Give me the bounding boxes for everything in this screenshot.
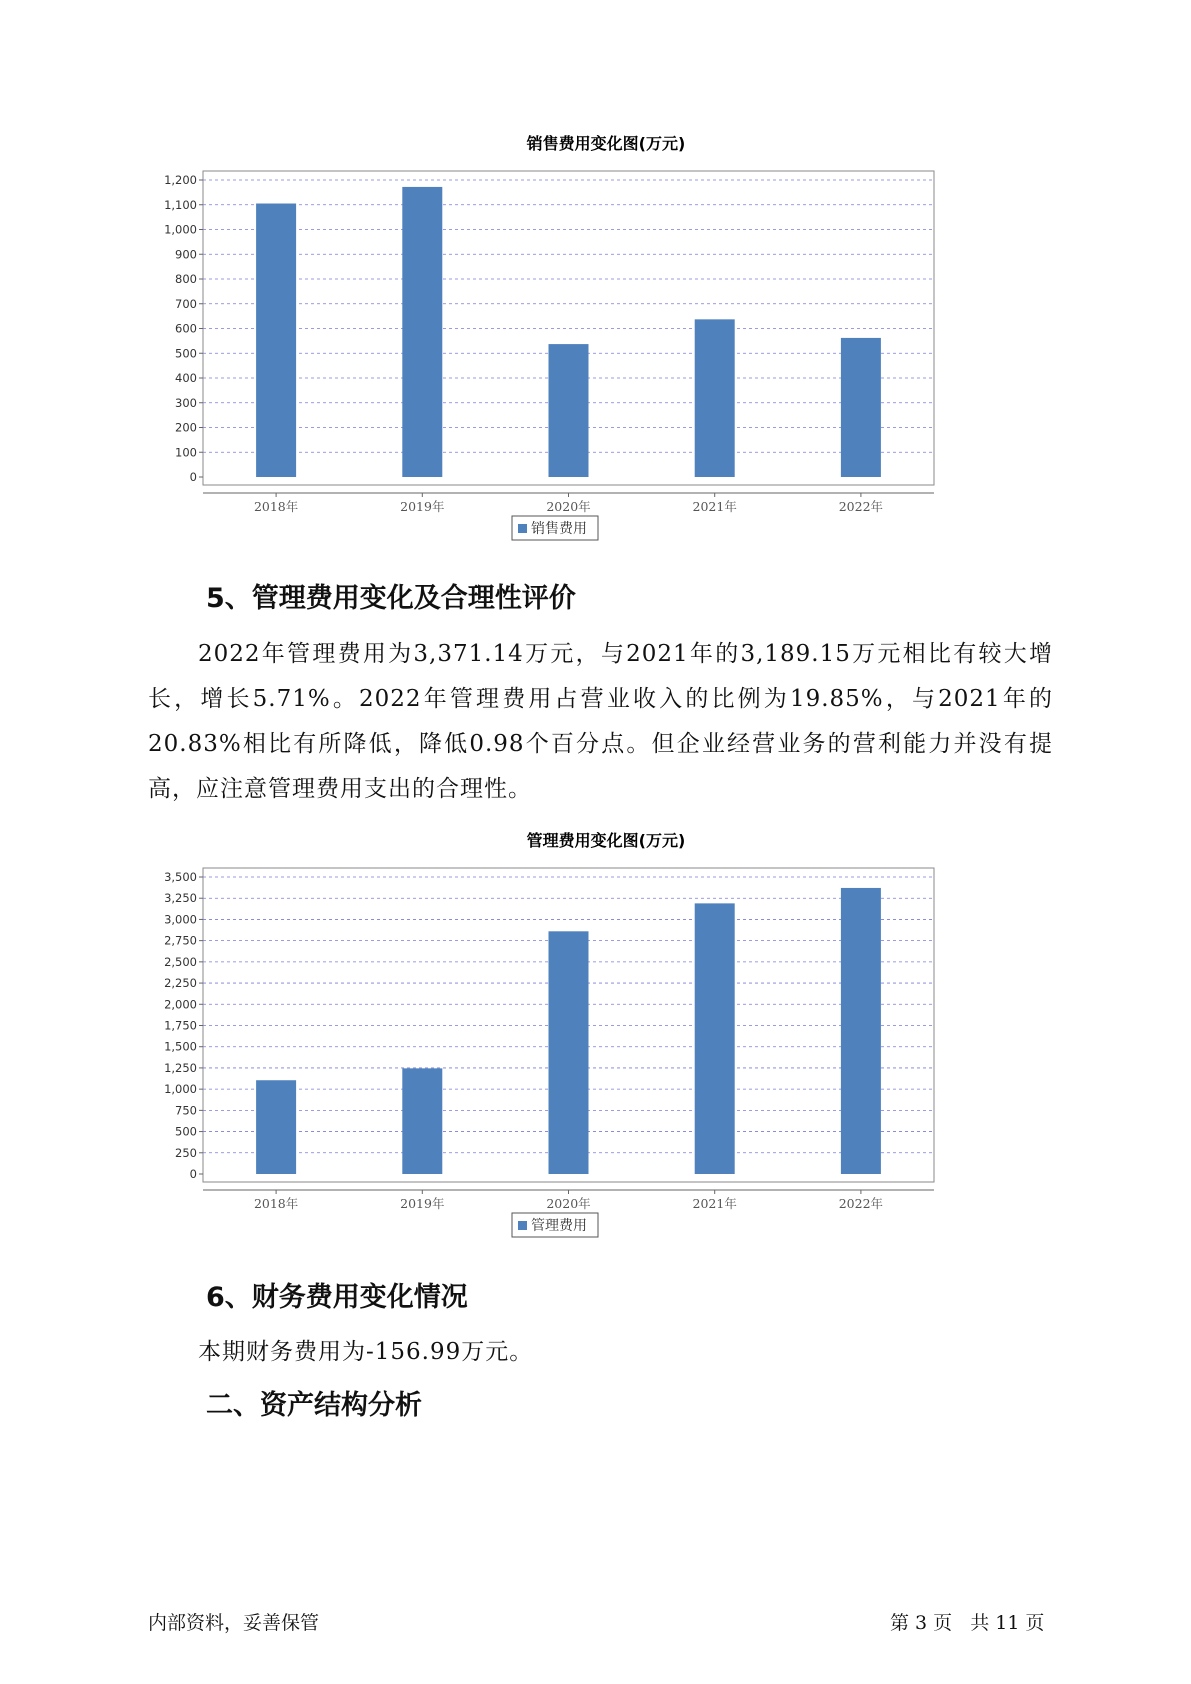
y-tick-label: 900	[175, 247, 197, 262]
bar-2018年	[256, 1080, 296, 1174]
y-tick-label: 300	[175, 395, 197, 410]
bar-2019年	[402, 1068, 442, 1174]
x-tick-label: 2021年	[692, 1196, 737, 1211]
admin-expense-chart-svg	[150, 825, 1050, 1245]
x-tick-label: 2019年	[400, 1196, 445, 1211]
legend	[512, 516, 598, 540]
bar-2020年	[549, 344, 589, 477]
y-tick-label: 1,500	[164, 1039, 197, 1054]
x-tick-label: 2018年	[253, 1196, 299, 1211]
sales-expense-chart	[150, 128, 1050, 548]
y-tick-label: 750	[175, 1103, 197, 1118]
x-tick-label: 2020年	[546, 1196, 591, 1211]
x-tick-label: 2018年	[253, 499, 299, 514]
y-tick-label: 3,250	[164, 891, 197, 906]
y-tick-label: 600	[175, 321, 197, 336]
y-tick-label: 1,200	[164, 173, 197, 187]
x-tick-label: 2019年	[400, 499, 445, 514]
section-two-heading: 二、资产结构分析	[206, 1390, 422, 1421]
legend	[512, 1213, 598, 1237]
legend-label: 管理费用	[531, 1218, 587, 1234]
y-tick-label: 200	[175, 420, 197, 435]
y-tick-label: 1,000	[164, 222, 197, 237]
y-tick-label: 2,000	[164, 997, 197, 1012]
chart-title: 销售费用变化图(万元)	[526, 134, 686, 153]
y-tick-label: 2,750	[164, 933, 197, 948]
footer-page-number	[890, 1608, 1050, 1635]
y-tick-label: 3,000	[164, 912, 197, 927]
section-6-heading: 6、财务费用变化情况	[206, 1282, 468, 1313]
y-tick-label: 250	[175, 1145, 197, 1160]
section-6-paragraph	[148, 1330, 1053, 1375]
y-tick-label: 1,250	[164, 1060, 197, 1075]
bar-2020年	[549, 931, 589, 1174]
bar-2022年	[841, 338, 881, 477]
bar-2019年	[402, 187, 442, 477]
total-label: 共	[970, 1612, 990, 1634]
page-total: 11	[995, 1612, 1020, 1634]
x-tick-label: 2020年	[546, 499, 591, 514]
x-tick-label: 2022年	[838, 499, 884, 514]
y-tick-label: 1,750	[164, 1018, 197, 1033]
y-tick-label: 0	[189, 1167, 197, 1181]
admin-expense-chart	[150, 825, 1050, 1245]
legend-label: 销售费用	[531, 521, 587, 537]
section-5-heading: 5、管理费用变化及合理性评价	[206, 583, 576, 614]
y-tick-label: 400	[175, 371, 197, 385]
x-tick-label: 2021年	[692, 499, 737, 514]
y-tick-label: 100	[175, 445, 197, 460]
chart-title: 管理费用变化图(万元)	[526, 831, 686, 850]
legend-swatch	[518, 524, 527, 533]
y-tick-label: 700	[175, 296, 197, 311]
y-tick-label: 2,250	[164, 976, 197, 991]
y-tick-label: 1,100	[164, 197, 197, 212]
legend-swatch	[518, 1221, 527, 1230]
section-5-paragraph	[148, 632, 1053, 812]
bar-2022年	[841, 888, 881, 1174]
y-tick-label: 500	[175, 346, 197, 361]
section-5-text: 2022年管理费用为3,371.14万元，与2021年的3,189.15万元相比有较大增长，增长5.71%。2022年管理费用占营业收入的比例为19.85%，与2021年的20.83%相比有所降低，降低0.98个百分点。但企业经营业务的营利能力并没有提高，应注意管理费用支出的合理性。	[148, 641, 1053, 802]
page-current: 3	[915, 1612, 928, 1634]
y-tick-label: 1,000	[164, 1082, 197, 1097]
y-tick-label: 800	[175, 272, 197, 286]
bar-2018年	[256, 204, 296, 477]
bar-2021年	[695, 903, 735, 1174]
y-tick-label: 3,500	[164, 870, 197, 884]
x-tick-label: 2022年	[838, 1196, 884, 1211]
bar-2021年	[695, 319, 735, 477]
y-tick-label: 500	[175, 1124, 197, 1139]
y-tick-label: 0	[189, 470, 197, 484]
section-6-text: 本期财务费用为-156.99万元。	[198, 1339, 534, 1365]
sales-expense-chart-svg	[150, 128, 1050, 548]
total-unit: 页	[1025, 1612, 1045, 1634]
page-unit: 页	[933, 1612, 953, 1634]
page-label: 第	[890, 1612, 910, 1634]
y-tick-label: 2,500	[164, 954, 197, 969]
footer-confidential-note: 内部资料，妥善保管	[148, 1612, 320, 1634]
